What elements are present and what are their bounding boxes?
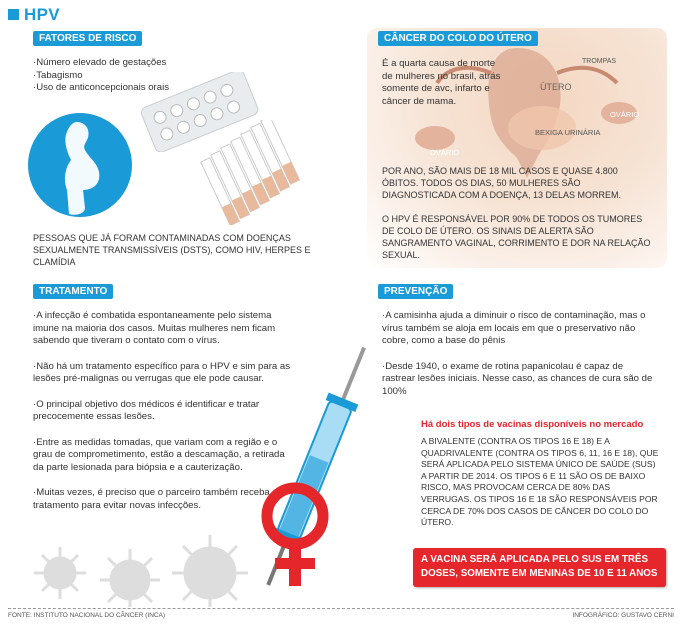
list-item: ·Desde 1940, o exame de rotina papanicolau é capaz de rastrear lesões iniciais. Nesse caso, as chances de cura são de 100% [382,360,653,397]
cancer-stats: POR ANO, SÃO MAIS DE 18 MIL CASOS E QUASE 4.800 ÓBITOS. TODOS OS DIAS, 50 MULHERES SÃO DIAGNOSTICADA COM A DOENÇA, 13 DELAS MORREM. [382,166,622,200]
footer-source: FONTE: INSTITUTO NACIONAL DO CÂNCER (INCA) [8,612,166,619]
list-item: ·O principal objetivo dos médicos é identificar e tratar precocemente essas lesões. [33,398,260,422]
fatores-tag: FATORES DE RISCO [33,31,142,46]
vacina-highlight: A VACINA SERÁ APLICADA PELO SUS EM TRÊS DOSES, SOMENTE EM MENINAS DE 10 E 11 ANOS [413,548,666,587]
footer-divider [8,608,674,609]
cancer-tag: CÂNCER DO COLO DO ÚTERO [378,31,538,46]
label-bexiga: BEXIGA URINÁRIA [535,128,601,137]
label-trompas: TROMPAS [582,58,617,65]
list-item: ·A camisinha ajuda a diminuir o risco de contaminação, mas o vírus também se aloja em locais em que o preservativo não cobre, como a base do pênis [382,310,646,346]
title-marker [8,9,19,20]
tratamento-tag: TRATAMENTO [33,284,113,299]
list-item: ·Número elevado de gestações [33,57,167,68]
footer-credit: INFOGRÁFICO: GUSTAVO CERNI [572,612,674,619]
vacinas-text: A BIVALENTE (CONTRA OS TIPOS 16 E 18) E A QUADRIVALENTE (CONTRA OS TIPOS 6, 11, 16 E 18), QUE SERÁ APLICADA PELO SISTEMA ÚNICO DE SAÚDE (SUS) A PARTIR DE 2014. OS TIPOS 6 E 11 SÃO OS DE BAIXO RISCO, MAS PROVOCAM CERCA DE 80% DAS VERRUGAS. OS TIPOS 16 E 18 SÃO RESPONSÁVEIS POR CERCA DE 70% DOS CASOS DE CÂNCER DO COLO DO ÚTERO. [421,436,659,528]
prevencao-tag: PREVENÇÃO [378,284,453,299]
label-utero: ÚTERO [540,82,572,92]
list-item: ·Muitas vezes, é preciso que o parceiro também receba tratamento para evitar novas infecções. [33,487,270,511]
cancer-hpv-note: O HPV É RESPONSÁVEL POR 90% DE TODOS OS TUMORES DE COLO DE ÚTERO. OS SINAIS DE ALERTA SÃO SANGRAMENTO VAGINAL, CORRIMENTO E DOR NA RELAÇÃO SEXUAL. [382,214,651,260]
list-item: ·Entre as medidas tomadas, que variam com a região e o grau de comprometimento, estão a descamação, a retirada da parte lesionada para biópsia e a cauterização. [33,436,285,473]
label-ovario-left: OVÁRIO [430,148,460,157]
label-ovario-right: OVÁRIO [610,110,640,119]
cigarettes-icon [190,120,320,225]
list-item: ·Não há um tratamento específico para o HPV e sim para as lesões pré-malignas ou verrugas que ele pode causar. [33,360,291,384]
pregnant-woman-icon [25,110,135,220]
fatores-note: PESSOAS QUE JÁ FORAM CONTAMINADAS COM DOENÇAS SEXUALMENTE TRANSMISSÍVEIS (DSTS), COMO HIV, HERPES E CLAMÍDIA [33,233,311,267]
page-title: HPV [24,5,60,24]
list-item: ·A infecção é combatida espontaneamente pelo sistema imune na maioria dos casos. Muitas mulheres nem ficam sabendo que tiveram o contato com o vírus. [33,310,276,346]
female-symbol-icon [255,478,335,598]
prevencao-list [382,310,657,398]
vacinas-title: Há dois tipos de vacinas disponíveis no mercado [421,419,644,430]
list-item: ·Uso de anticoncepcionais orais [33,82,169,93]
list-item: ·Tabagismo [33,69,83,81]
cancer-intro: É a quarta causa de morte de mulheres no brasil, atrás somente de avc, infarto e câncer de mama. [382,58,501,107]
